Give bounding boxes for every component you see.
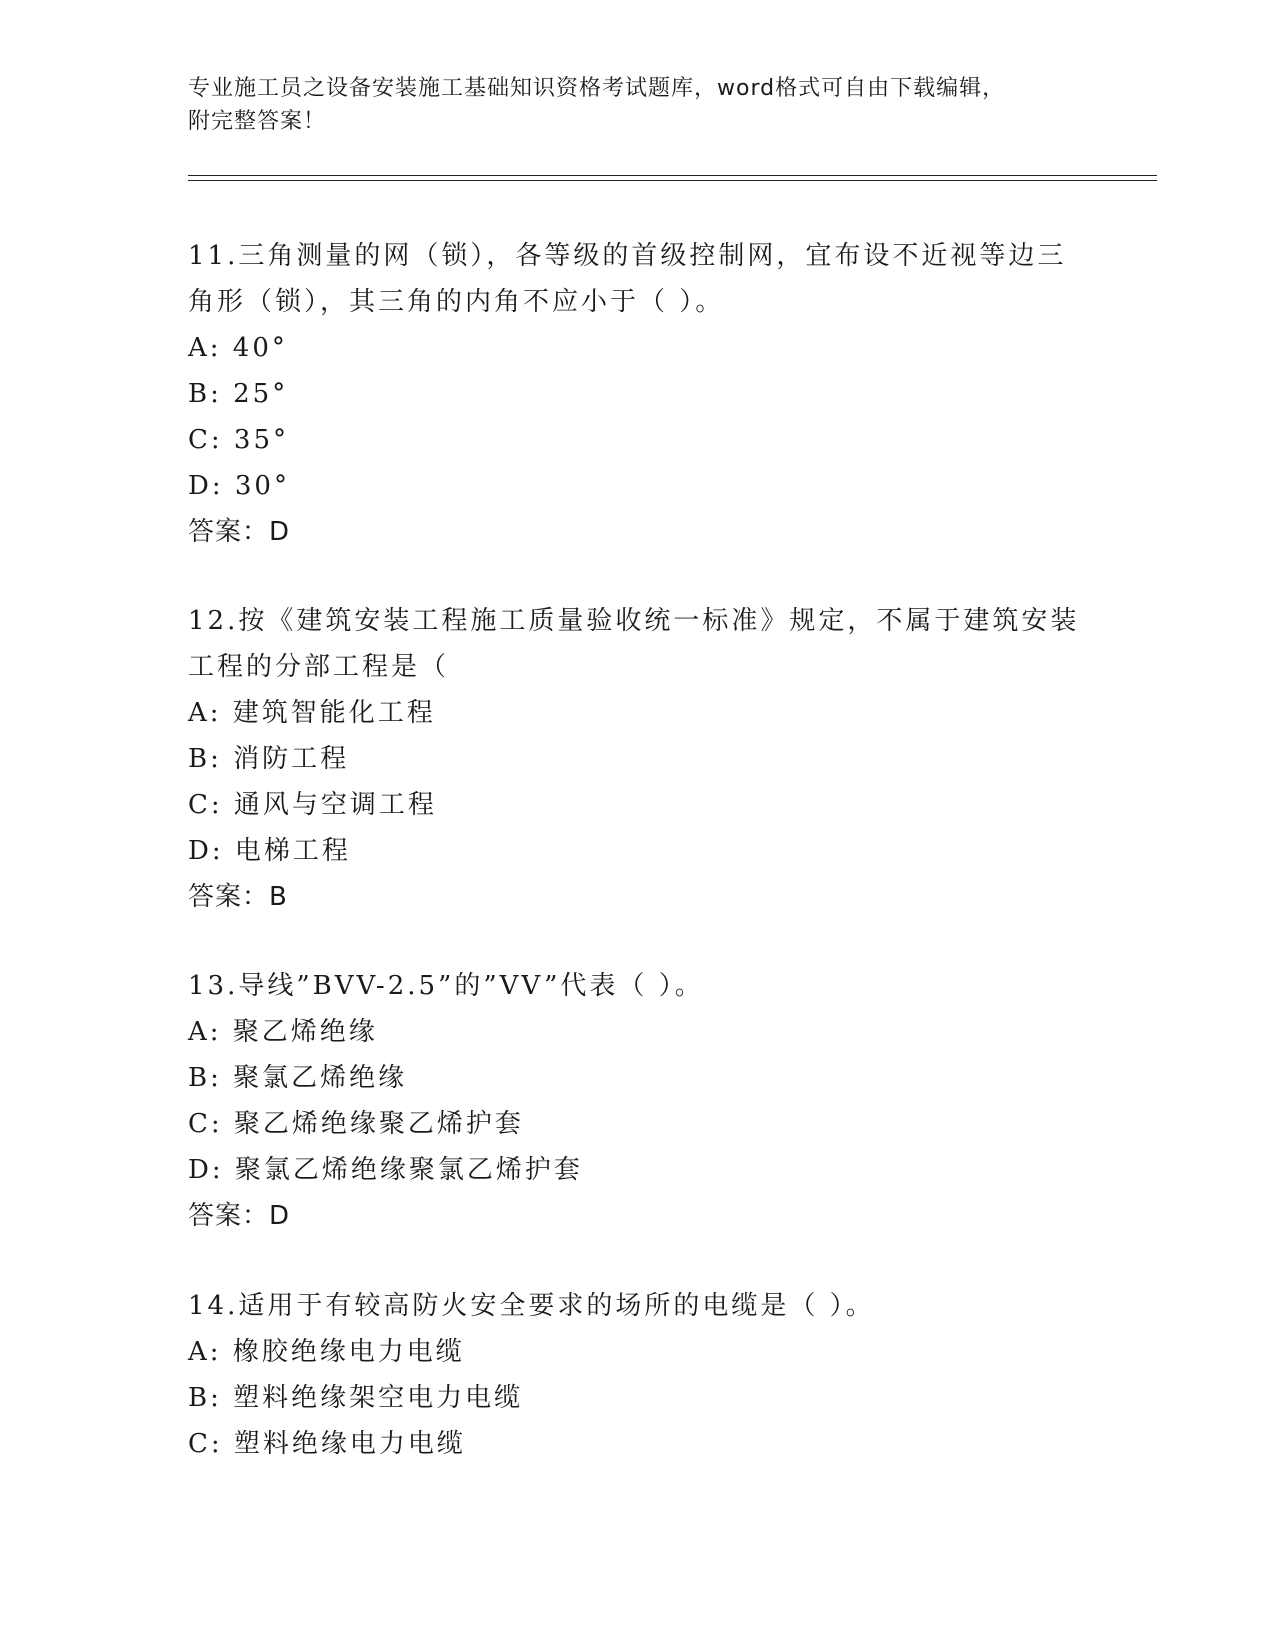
option-b: B: 塑料绝缘架空电力电缆 [188,1383,524,1413]
option-b: B: 消防工程 [188,744,350,774]
question-stem-line: 角形（锁），其三角的内角不应小于（ ）。 [188,287,725,317]
option-d: D: 30° [188,471,290,501]
question-stem-line: 13.导线”BVV-2.5”的”VV”代表（ ）。 [188,971,704,1001]
option-d: D: 电梯工程 [188,836,351,866]
answer-line: 答案：D [188,517,291,547]
question-stem-line: 12.按《建筑安装工程施工质量验收统一标准》规定，不属于建筑安装 [188,606,1080,636]
answer-line: 答案：D [188,1201,291,1231]
option-b: B: 聚氯乙烯绝缘 [188,1063,408,1093]
question-12 [188,598,1088,920]
question-stem-line: 工程的分部工程是（ [188,652,450,682]
option-a: A: 40° [188,333,288,363]
question-13 [188,963,1088,1239]
option-a: A: 聚乙烯绝缘 [188,1017,378,1047]
header-title-line-1: 专业施工员之设备安装施工基础知识资格考试题库，word格式可自由下载编辑， [188,76,1006,101]
option-a: A: 建筑智能化工程 [188,698,436,728]
option-c: C: 聚乙烯绝缘聚乙烯护套 [188,1109,524,1139]
option-c: C: 塑料绝缘电力电缆 [188,1429,466,1459]
option-a: A: 橡胶绝缘电力电缆 [188,1337,465,1367]
question-stem-line: 11.三角测量的网（锁），各等级的首级控制网，宜布设不近视等边三 [188,241,1067,271]
question-stem-line: 14.适用于有较高防火安全要求的场所的电缆是（ ）。 [188,1291,875,1321]
option-b: B: 25° [188,379,289,409]
option-d: D: 聚氯乙烯绝缘聚氯乙烯护套 [188,1155,583,1185]
answer-line: 答案：B [188,882,288,912]
header-divider-top [188,175,1157,176]
question-14 [188,1283,1088,1467]
header-divider-bottom [188,180,1157,181]
header-title-line-2: 附完整答案！ [188,109,327,134]
option-c: C: 35° [188,425,290,455]
question-11 [188,233,1088,555]
option-c: C: 通风与空调工程 [188,790,437,820]
document-header [188,72,1068,138]
